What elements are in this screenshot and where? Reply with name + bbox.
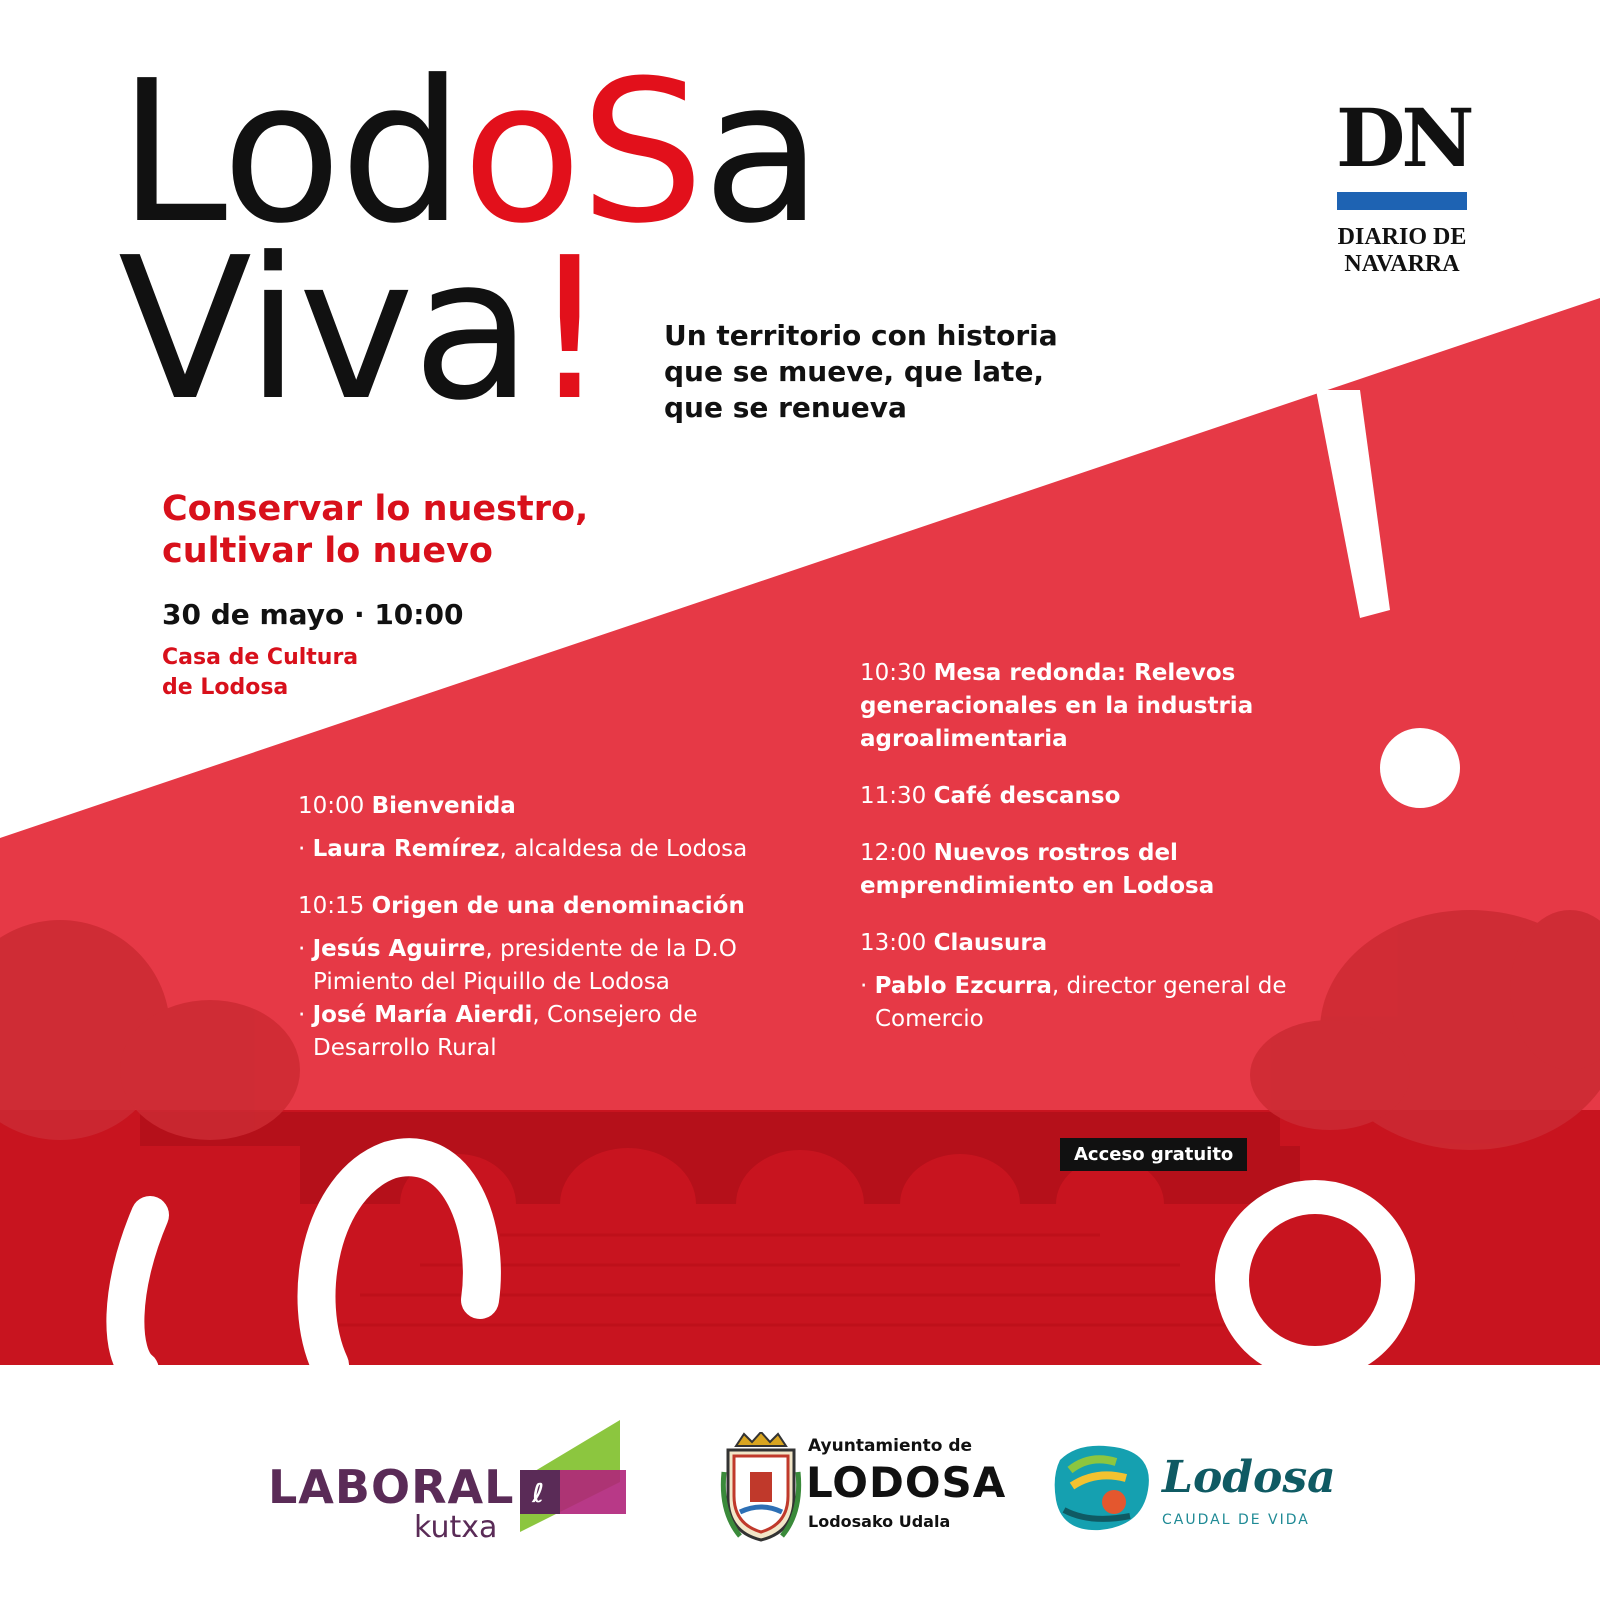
speaker-role: , presidente de la D.O Pimiento del Piquillo de Lodosa: [313, 936, 737, 995]
agenda-item: [298, 790, 778, 866]
tagline-line: que se renueva: [664, 391, 907, 424]
ayto-line3: Lodosako Udala: [808, 1512, 951, 1531]
agenda-item: [860, 837, 1300, 903]
speaker-name: Jesús Aguirre: [312, 936, 486, 962]
title-part-red: oS: [462, 39, 703, 267]
agenda-item: [298, 890, 778, 1065]
title-exclamation: !: [530, 216, 607, 444]
speaker-role: , director general de Comercio: [875, 973, 1287, 1032]
free-access-badge: Acceso gratuito: [1060, 1138, 1247, 1171]
agenda-time: 12:00: [860, 840, 927, 866]
speaker-name: José María Aierdi: [312, 1002, 533, 1028]
agenda-time: 10:15: [298, 893, 365, 919]
agenda-title: Origen de una denominación: [371, 893, 745, 919]
speaker-role: , Consejero de Desarrollo Rural: [313, 1002, 698, 1061]
speaker-name: Pablo Ezcurra: [874, 973, 1052, 999]
ayto-line2: LODOSA: [806, 1458, 1007, 1507]
agenda-heading: [298, 790, 778, 823]
tagline-line: Un territorio con historia: [664, 319, 1058, 352]
speaker-name: Laura Remírez: [312, 836, 500, 862]
title-line-2: [118, 216, 607, 444]
agenda-time: 10:30: [860, 660, 927, 686]
title-part-a: Lod: [118, 39, 463, 267]
title-viva: Viva: [118, 216, 531, 444]
agenda-time: 13:00: [860, 930, 927, 956]
agenda-speaker: · Pablo Ezcurra, director general de Comercio: [860, 973, 1287, 1032]
ayto-line1: Ayuntamiento de: [808, 1436, 973, 1456]
agenda-left: [298, 790, 778, 1065]
dn-name-line2: NAVARRA: [1344, 251, 1460, 277]
agenda-title: Café descanso: [933, 783, 1121, 809]
laboral-kutxa-logo: [264, 1420, 634, 1545]
agenda-heading: [860, 780, 1300, 813]
agenda-heading: [298, 890, 778, 923]
coat-of-arms-icon: [720, 1432, 802, 1542]
kutxa-word: kutxa: [414, 1510, 498, 1545]
agenda-title: Bienvenida: [371, 793, 516, 819]
agenda-speaker: · José María Aierdi, Consejero de Desarrollo Rural: [298, 1002, 698, 1061]
svg-text:ℓ: ℓ: [532, 1479, 545, 1509]
diario-de-navarra-logo: [1336, 91, 1471, 278]
agenda-item: [860, 657, 1300, 756]
event-date: 30 de mayo · 10:00: [162, 598, 464, 631]
subtitle: [162, 488, 588, 572]
event-venue: [162, 643, 358, 703]
laboral-word: LABORAL: [268, 1460, 515, 1514]
agenda-right: [860, 657, 1300, 1036]
agenda-speaker: · Jesús Aguirre, presidente de la D.O Pimiento del Piquillo de Lodosa: [298, 936, 737, 995]
lodosa-brand-icon: [1050, 1440, 1158, 1536]
agenda-title: Nuevos rostros del emprendimiento en Lodosa: [860, 840, 1215, 899]
subtitle-line: Conservar lo nuestro,: [162, 489, 589, 529]
agenda-heading: [860, 927, 1300, 960]
dn-blue-bar: [1337, 192, 1467, 210]
agenda-speaker: · Laura Remírez, alcaldesa de Lodosa: [298, 836, 748, 862]
lodosa-brand-word: Lodosa: [1162, 1452, 1336, 1503]
agenda-title: Mesa redonda: Relevos generacionales en la industria agroalimentaria: [860, 660, 1254, 752]
agenda-item: [860, 927, 1300, 1036]
laboral-emblem-icon: [520, 1420, 630, 1540]
dn-name-line1: DIARIO DE: [1337, 224, 1467, 250]
venue-line: Casa de Cultura: [162, 645, 359, 670]
tagline: [664, 318, 1058, 426]
title-part-c: a: [702, 39, 821, 267]
agenda-heading: [860, 837, 1300, 903]
exclamation-dot-deco: [1380, 728, 1460, 808]
agenda-time: 10:00: [298, 793, 365, 819]
ayuntamiento-lodosa-logo: [720, 1432, 1007, 1542]
dn-mark: DN: [1336, 91, 1471, 185]
venue-line: de Lodosa: [162, 675, 289, 700]
agenda-item: [860, 780, 1300, 813]
agenda-time: 11:30: [860, 783, 927, 809]
speaker-role: , alcaldesa de Lodosa: [499, 836, 748, 862]
lodosa-brand-slogan: CAUDAL DE VIDA: [1162, 1512, 1310, 1528]
subtitle-line: cultivar lo nuevo: [162, 531, 493, 571]
agenda-heading: [860, 657, 1300, 756]
lodosa-caudal-de-vida-logo: [1050, 1440, 1340, 1540]
agenda-title: Clausura: [933, 930, 1048, 956]
tagline-line: que se mueve, que late,: [664, 355, 1045, 388]
